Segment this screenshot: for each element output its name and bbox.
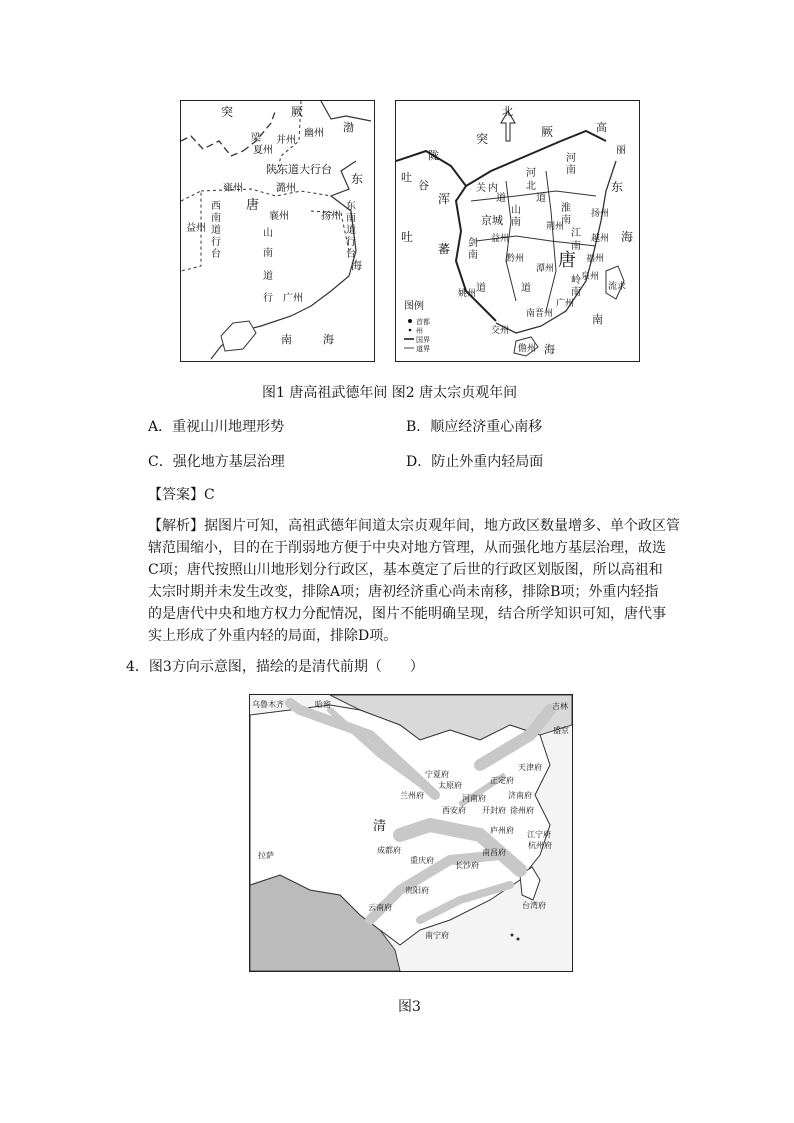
fig2-label: 越州 <box>591 234 610 244</box>
fig3-label: 清 <box>373 819 387 834</box>
fig1-label: 南 <box>281 333 292 346</box>
fig2-legend-item: 国界 <box>416 336 430 344</box>
option-a[interactable]: A．重视山川地理形势 <box>148 419 285 435</box>
option-c[interactable]: C．强化地方基层治理 <box>148 454 285 470</box>
answer-line <box>148 484 215 506</box>
fig3-label: 济南府 <box>508 791 532 800</box>
fig2-label: 扬州 <box>591 209 610 219</box>
fig3-label: 乌鲁木齐 <box>252 700 284 709</box>
fig2-label: 北 <box>526 181 536 192</box>
fig2-label-tu: 突 <box>476 132 489 146</box>
fig1-label: 渤 <box>343 121 354 134</box>
fig2-label: 海 <box>621 230 634 244</box>
fig2-label: 高 <box>596 121 607 134</box>
fig3-label: 南昌府 <box>482 848 506 857</box>
figure-1-svg <box>181 101 374 361</box>
fig2-legend-item: 州 <box>416 327 423 335</box>
fig2-label: 广州 <box>556 299 575 309</box>
fig2-label: 岭 <box>571 275 581 286</box>
fig1-label: 山 <box>263 228 273 239</box>
fig2-label: 河 <box>526 168 536 179</box>
fig3-label: 盛京 <box>553 726 569 735</box>
fig1-label: 西 <box>211 201 221 212</box>
fig2-label: 浑 <box>438 192 451 206</box>
fig3-label: 天津府 <box>518 763 542 772</box>
fig1-label: 行 <box>346 237 356 248</box>
analysis-line: 实上形成了外重内轻的局面，排除D项。 <box>148 628 398 644</box>
fig2-label: 陇 <box>428 149 439 162</box>
fig2-label: 南 <box>571 241 581 252</box>
fig3-label: 南宁府 <box>425 931 449 940</box>
figure-3-caption: 图3 <box>398 999 421 1015</box>
fig1-label: 东 <box>351 172 364 186</box>
fig1-label: 东 <box>346 201 356 212</box>
fig2-label: 东 <box>611 180 624 194</box>
fig1-label: 海 <box>323 333 334 346</box>
fig2-label: 道 <box>496 193 506 204</box>
fig2-label: 泉州 <box>581 272 600 282</box>
fig2-label: 南 <box>561 215 571 226</box>
fig3-label: 成都府 <box>377 846 401 855</box>
analysis-line: 太宗时期并未发生改变，排除A项；唐初经济重心尚未南移，排除B项；外重内轻指 <box>148 584 659 600</box>
analysis-line: 【解析】据图片可知，高祖武德年间道太宗贞观年间，地方政区数量增多、单个政区管 <box>148 518 680 534</box>
fig1-label: 南 <box>346 213 356 224</box>
fig1-label-jue: 厥 <box>291 105 304 119</box>
fig2-label: 姚州 <box>458 289 477 299</box>
fig1-label: 行 <box>211 237 221 248</box>
analysis-block <box>148 515 680 647</box>
fig2-label: 南晋州 <box>526 309 554 319</box>
fig2-label: 交州 <box>491 326 510 336</box>
fig2-label: 南 <box>468 250 478 261</box>
fig2-label-jue: 厥 <box>541 125 554 139</box>
fig2-label: 河 <box>566 153 576 164</box>
fig2-label: 流求 <box>608 282 627 292</box>
fig1-label: 南 <box>263 248 273 259</box>
fig3-label: 兰州府 <box>400 791 424 800</box>
fig1-label: 益州 <box>186 223 206 234</box>
fig2-label: 吐 <box>401 230 414 244</box>
fig1-label: 南 <box>211 213 221 224</box>
fig1-label: 襄州 <box>269 211 289 222</box>
fig3-label: 太原府 <box>438 781 462 790</box>
fig2-label: 关 <box>476 183 486 194</box>
fig1-label: 扬州 <box>321 211 341 222</box>
fig2-label: 道 <box>521 283 531 294</box>
fig3-label: 哈密 <box>315 700 331 709</box>
fig2-legend-item: 首都 <box>416 318 430 326</box>
fig2-label: 剑 <box>468 238 478 249</box>
fig1-label: 道 <box>346 225 356 236</box>
analysis-line: 的是唐代中央和地方权力分配情况，图片不能明确呈现，结合所学知识可知，唐代事 <box>148 606 666 622</box>
answer-label: 【答案】 <box>148 487 204 503</box>
fig1-label: 台 <box>211 249 221 260</box>
fig3-label: 台湾府 <box>522 901 546 910</box>
fig2-label: 南 <box>592 313 603 326</box>
fig2-north: 北 <box>502 105 513 118</box>
fig2-label: 南 <box>571 287 581 298</box>
fig3-label: 吉林 <box>552 702 568 711</box>
fig3-label: 庐州府 <box>490 826 514 835</box>
fig2-label: 唐 <box>558 250 576 271</box>
fig1-label: 潞州 <box>276 183 296 194</box>
fig2-label: 南 <box>566 165 576 176</box>
fig1-label: 道 <box>263 271 273 282</box>
fig2-label: 潭州 <box>536 264 555 274</box>
fig1-label: 幽州 <box>304 128 324 139</box>
fig2-label: 淮 <box>561 203 571 214</box>
fig1-label: 海 <box>351 259 362 272</box>
fig3-label: 宁夏府 <box>425 770 449 779</box>
fig3-label: 重庆府 <box>410 856 434 865</box>
fig2-label: 益州 <box>491 234 510 244</box>
fig3-label: 河南府 <box>462 794 486 803</box>
analysis-label: 【解析】 <box>148 518 204 534</box>
figure-3-svg <box>250 695 572 971</box>
fig1-label: 雍州 <box>223 183 243 194</box>
figure-1-2-caption: 图1 唐高祖武德年间 图2 唐太宗贞观年间 <box>262 385 518 401</box>
figure-2-svg <box>396 101 639 361</box>
fig2-label: 丽 <box>616 145 626 156</box>
question-4-stem: 4．图3方向示意图，描绘的是清代前期（ ） <box>126 659 424 675</box>
fig2-label: 内 <box>488 183 498 194</box>
fig3-label: 正定府 <box>490 776 514 785</box>
option-b[interactable]: B．顺应经济重心南移 <box>406 419 543 435</box>
fig2-label: 山 <box>511 205 521 216</box>
fig3-label: 江宁府 <box>527 830 551 839</box>
figure-1-map <box>180 100 375 362</box>
fig1-label: 梁 <box>251 133 261 144</box>
analysis-line: 辖范围缩小，目的在于削弱地方便于中央对地方管理，从而强化地方基层治理，故选 <box>148 540 666 556</box>
answer-value: C <box>204 487 215 503</box>
fig2-label: 道 <box>536 193 546 204</box>
fig2-legend-title: 图例 <box>404 301 424 312</box>
fig3-label: 拉萨 <box>258 851 274 860</box>
fig1-label: 夏州 <box>253 145 273 156</box>
fig2-label: 荆州 <box>546 222 565 232</box>
fig2-label: 南 <box>511 217 521 228</box>
option-d[interactable]: D．防止外重内轻局面 <box>406 454 544 470</box>
fig2-label: 吐 <box>401 171 412 184</box>
fig1-label: 道 <box>211 225 221 236</box>
fig2-label: 黔州 <box>506 254 525 264</box>
fig3-label: 长沙府 <box>455 861 479 870</box>
fig1-label: 台 <box>346 249 356 260</box>
fig1-label: 行 <box>263 293 273 304</box>
fig3-label: 贵阳府 <box>405 886 429 895</box>
fig2-label: 海 <box>544 343 555 356</box>
fig2-label: 儋州 <box>518 344 537 354</box>
fig3-label: 徐州府 <box>510 806 534 815</box>
fig2-label: 蕃 <box>438 242 451 256</box>
fig2-label: 道 <box>476 283 486 294</box>
fig1-label: 广州 <box>283 293 303 304</box>
fig3-label: 西安府 <box>442 806 466 815</box>
fig2-label: 京城 <box>481 214 503 227</box>
fig2-label: 福州 <box>586 254 605 264</box>
fig1-label-tu: 突 <box>221 105 234 119</box>
fig1-label: 并州 <box>276 135 296 146</box>
fig2-label: 江 <box>571 228 581 239</box>
fig1-label: 陕东道大行台 <box>266 163 332 176</box>
figure-3-map <box>249 694 573 972</box>
fig3-label: 云南府 <box>368 903 392 912</box>
analysis-line: C项；唐代按照山川地形划分行政区，基本奠定了后世的行政区划版图，所以高祖和 <box>148 562 663 578</box>
fig2-label: 谷 <box>418 179 429 192</box>
fig3-label: 杭州府 <box>528 841 552 850</box>
fig3-label: 开封府 <box>482 806 506 815</box>
fig1-label: 唐 <box>246 198 260 213</box>
fig2-legend-item: 道界 <box>416 345 430 353</box>
figure-2-map <box>395 100 640 362</box>
